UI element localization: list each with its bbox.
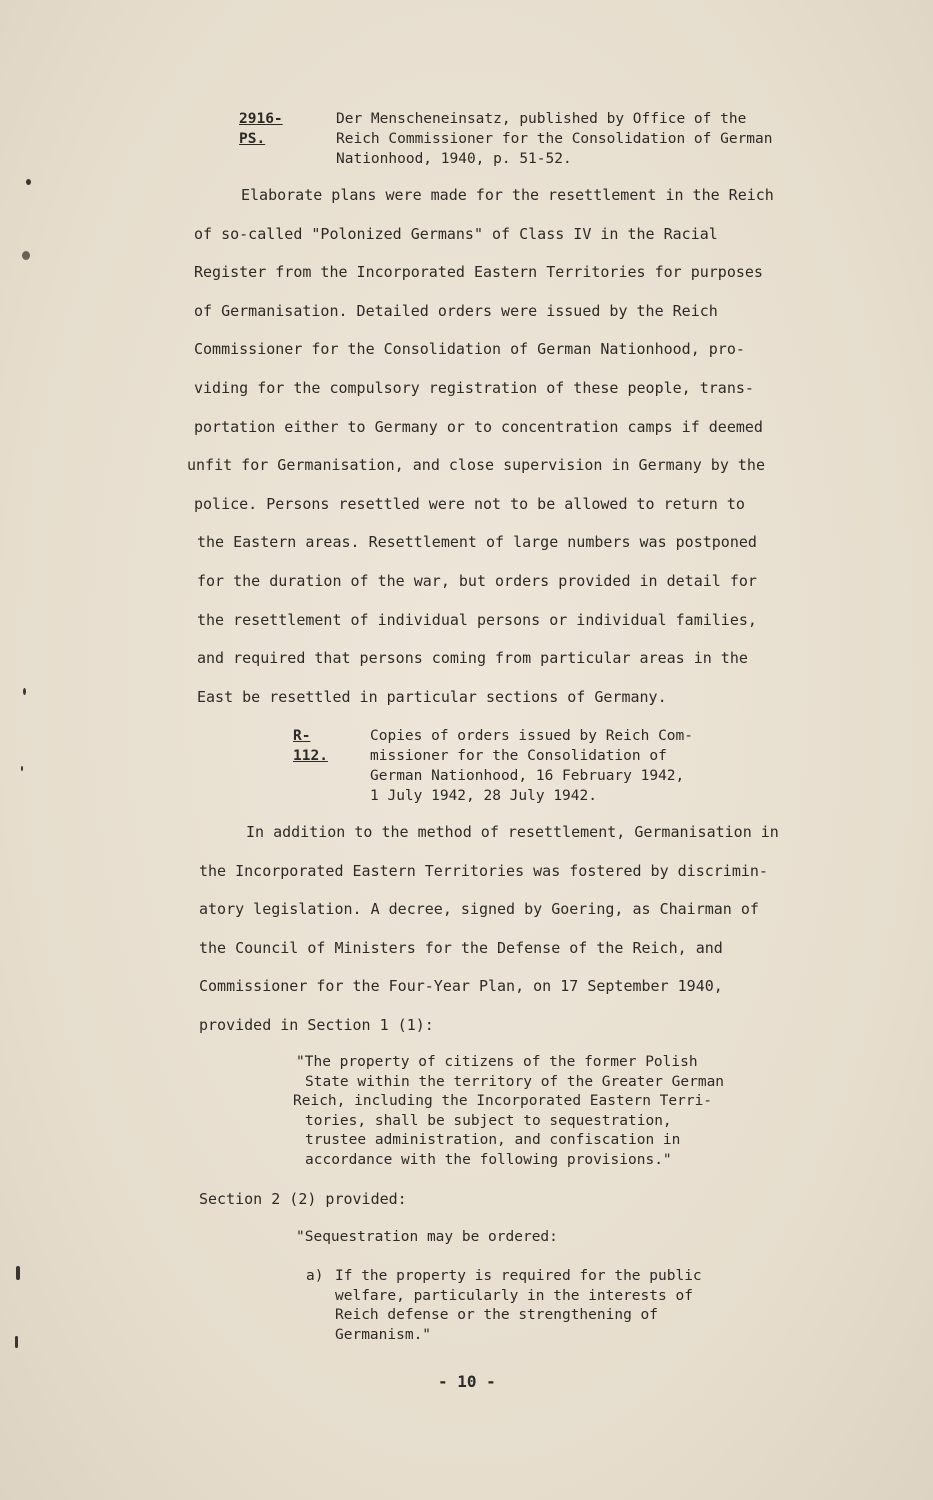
item-line: If the property is required for the public xyxy=(335,1268,702,1284)
paragraph-resettlement xyxy=(187,176,774,716)
text-line: East be resettled in particular sections of Germany. xyxy=(197,687,667,706)
text-line: atory legislation. A decree, signed by Goering, as Chairman of xyxy=(199,900,759,919)
margin-speck xyxy=(23,688,26,695)
quote-line: accordance with the following provisions." xyxy=(305,1151,672,1168)
margin-speck xyxy=(22,251,30,260)
quote-line: Reich, including the Incorporated Eastern Terri- xyxy=(293,1093,713,1110)
text-line: the Incorporated Eastern Territories was fostered by discrimin- xyxy=(199,861,768,880)
margin-speck xyxy=(16,1266,20,1280)
citation-line: Nationhood, 1940, p. 51-52. xyxy=(336,151,572,167)
text-line: the Council of Ministers for the Defense of the Reich, and xyxy=(199,938,723,957)
text-line: of Germanisation. Detailed orders were issued by the Reich xyxy=(194,301,718,320)
citation-ref: R-112. xyxy=(293,728,328,764)
citation-line: German Nationhood, 16 February 1942, xyxy=(370,768,685,784)
quote-line: tories, shall be subject to sequestration, xyxy=(305,1112,672,1129)
margin-speck xyxy=(15,1336,18,1348)
item-line: Reich defense or the strengthening of xyxy=(335,1307,659,1324)
text-line: and required that persons coming from particular areas in the xyxy=(197,649,748,668)
text-line: of so-called "Polonized Germans" of Class IV in the Racial xyxy=(194,224,718,243)
text-line: unfit for Germanisation, and close supervision in Germany by the xyxy=(187,456,765,475)
quote-line: State within the territory of the Greater German xyxy=(305,1073,725,1090)
paragraph-legislation xyxy=(199,813,779,1045)
margin-speck xyxy=(21,766,23,771)
quote-intro: "Sequestration may be ordered: xyxy=(296,1229,558,1245)
text-line: provided in Section 1 (1): xyxy=(199,1015,434,1034)
citation-ref: 2916-PS. xyxy=(239,111,283,147)
text-line: police. Persons resettled were not to be allowed to return to xyxy=(194,494,745,513)
quote-section-1 xyxy=(293,1053,725,1171)
text-line: Elaborate plans were made for the resettlement in the Reich xyxy=(241,186,774,204)
text-line: Register from the Incorporated Eastern Territories for purposes xyxy=(194,263,763,282)
quote-line: "The property of citizens of the former Polish xyxy=(296,1054,698,1070)
text-line: portation either to Germany or to concentration camps if deemed xyxy=(194,417,763,436)
text-line: In addition to the method of resettlement, Germanisation in xyxy=(246,823,779,841)
page-number: - 10 - xyxy=(438,1372,496,1391)
text-line: the resettlement of individual persons or individual families, xyxy=(197,610,757,629)
citation-line: Reich Commissioner for the Consolidation of German xyxy=(336,131,773,147)
text-line: for the duration of the war, but orders provided in detail for xyxy=(197,571,757,590)
citation-line: missioner for the Consolidation of xyxy=(370,748,667,764)
item-line: welfare, particularly in the interests of xyxy=(335,1287,693,1304)
text-line: viding for the compulsory registration of these people, trans- xyxy=(194,378,754,397)
text-line: the Eastern areas. Resettlement of large numbers was postponed xyxy=(197,533,757,552)
margin-speck xyxy=(26,179,31,185)
text-line: Commissioner for the Consolidation of German Nationhood, pro- xyxy=(194,340,745,359)
item-line: Germanism." xyxy=(335,1326,432,1343)
quote-line: trustee administration, and confiscation in xyxy=(305,1132,681,1149)
section-2-text: Section 2 (2) provided: xyxy=(199,1190,407,1208)
item-label: a) xyxy=(306,1268,324,1284)
citation-line: Copies of orders issued by Reich Com- xyxy=(370,728,694,744)
citation-line: Der Menscheneinsatz, published by Office of the xyxy=(336,111,747,127)
citation-line: 1 July 1942, 28 July 1942. xyxy=(370,788,597,804)
text-line: Commissioner for the Four-Year Plan, on 17 September 1940, xyxy=(199,977,723,996)
